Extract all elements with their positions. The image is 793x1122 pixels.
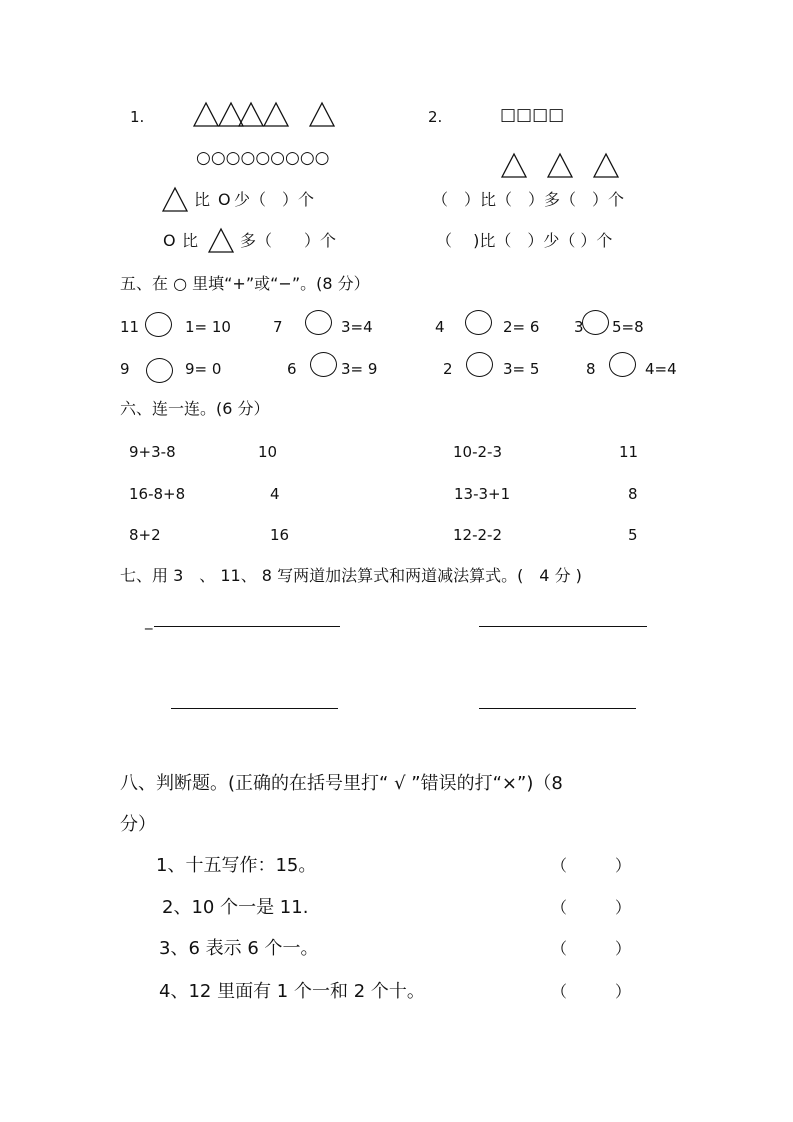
answer-circle[interactable] xyxy=(146,358,173,383)
q1-line2-circle-label: O xyxy=(163,231,176,250)
answer-circle[interactable] xyxy=(465,310,492,335)
answer-circle[interactable] xyxy=(609,352,636,377)
q1-number: 1. xyxy=(130,108,145,126)
q1-line1-compare: 比 xyxy=(194,190,211,209)
s5-r1-c1-left: 11 xyxy=(120,318,140,336)
match-right-value[interactable]: 8 xyxy=(628,485,638,503)
section8-title-line2: 分） xyxy=(120,814,156,835)
section8-title-line1: 八、判断题。(正确的在括号里打“ √ ”错误的打“×”)（8 xyxy=(120,773,563,794)
q1-line2-blank: 多（ ）个 xyxy=(240,231,337,250)
triangle-icon xyxy=(594,154,618,177)
match-right-expr[interactable]: 10-2-3 xyxy=(453,443,502,461)
answer-line[interactable] xyxy=(171,708,338,709)
s5-r2-c3-right: 3= 5 xyxy=(503,360,540,378)
triangle-icon xyxy=(502,154,526,177)
section5-title: 五、在 ○ 里填“+”或“−”。(8 分） xyxy=(120,274,370,293)
triangle-icon xyxy=(264,103,288,126)
judge-item-paren[interactable]: （ ） xyxy=(551,898,632,917)
answer-line[interactable] xyxy=(154,626,340,627)
q1-circle-row: ○○○○○○○○○ xyxy=(196,148,330,168)
q2-line1: （ ）比（ ）多（ ）个 xyxy=(432,190,625,209)
match-right-expr[interactable]: 12-2-2 xyxy=(453,526,502,544)
match-left-expr[interactable]: 16-8+8 xyxy=(129,485,186,503)
q2-square-row: □□□□ xyxy=(500,105,565,125)
triangle-icon xyxy=(194,103,218,126)
s5-r2-c4-left: 8 xyxy=(586,360,596,378)
triangle-icon xyxy=(219,103,243,126)
judge-item-paren[interactable]: （ ） xyxy=(551,939,632,958)
match-left-value[interactable]: 16 xyxy=(270,526,290,544)
s5-r2-c2-right: 3= 9 xyxy=(341,360,378,378)
answer-circle[interactable] xyxy=(582,310,609,335)
judge-item-text: 3、6 表示 6 个一。 xyxy=(159,938,319,959)
q2-triangle-row xyxy=(500,151,625,179)
answer-line[interactable] xyxy=(479,626,647,627)
section7-title: 七、用 3 、 11、 8 写两道加法算式和两道减法算式。( 4 分 ) xyxy=(120,566,582,585)
s5-r1-c3-left: 4 xyxy=(435,318,445,336)
s5-r2-c4-right: 4=4 xyxy=(645,360,677,378)
q1-line1-triangle xyxy=(161,185,189,213)
s5-r2-c2-left: 6 xyxy=(287,360,297,378)
s5-r1-c3-right: 2= 6 xyxy=(503,318,540,336)
answer-line[interactable] xyxy=(479,708,636,709)
triangle-icon xyxy=(209,229,233,252)
q1-triangle-row xyxy=(192,100,337,128)
judge-item-text: 4、12 里面有 1 个一和 2 个十。 xyxy=(159,981,425,1002)
triangle-icon xyxy=(239,103,263,126)
judge-item-paren[interactable]: （ ） xyxy=(551,856,632,875)
judge-item-paren[interactable]: （ ） xyxy=(551,982,632,1001)
s5-r1-c4-left: 3 xyxy=(574,318,584,336)
q1-line2-triangle xyxy=(207,226,235,254)
match-left-expr[interactable]: 8+2 xyxy=(129,526,161,544)
s5-r1-c2-right: 3=4 xyxy=(341,318,373,336)
q1-line1-circle-label: O xyxy=(218,190,231,209)
q1-line1-blank: 少（ ）个 xyxy=(234,190,315,209)
triangle-icon xyxy=(548,154,572,177)
q1-line2-compare: 比 xyxy=(182,231,199,250)
s5-r1-c2-left: 7 xyxy=(273,318,283,336)
q2-line2: （ )比（ ）少（ ）个 xyxy=(436,231,613,250)
triangle-icon xyxy=(310,103,334,126)
q2-number: 2. xyxy=(428,108,443,126)
answer-circle[interactable] xyxy=(305,310,332,335)
s5-r1-c4-right: 5=8 xyxy=(612,318,644,336)
s5-r2-c1-left: 9 xyxy=(120,360,130,378)
match-right-value[interactable]: 5 xyxy=(628,526,638,544)
answer-circle[interactable] xyxy=(310,352,337,377)
triangle-icon xyxy=(163,188,187,211)
judge-item-text: 1、十五写作：15。 xyxy=(156,855,317,876)
answer-line-start-mark: _ xyxy=(145,612,153,630)
match-right-expr[interactable]: 13-3+1 xyxy=(454,485,511,503)
match-left-value[interactable]: 4 xyxy=(270,485,280,503)
s5-r2-c3-left: 2 xyxy=(443,360,453,378)
match-left-value[interactable]: 10 xyxy=(258,443,278,461)
answer-circle[interactable] xyxy=(466,352,493,377)
s5-r1-c1-right: 1= 10 xyxy=(185,318,231,336)
match-right-value[interactable]: 11 xyxy=(619,443,639,461)
match-left-expr[interactable]: 9+3-8 xyxy=(129,443,176,461)
answer-circle[interactable] xyxy=(145,312,172,337)
section6-title: 六、连一连。(6 分） xyxy=(120,399,270,418)
s5-r2-c1-right: 9= 0 xyxy=(185,360,222,378)
judge-item-text: 2、10 个一是 11. xyxy=(162,897,309,918)
